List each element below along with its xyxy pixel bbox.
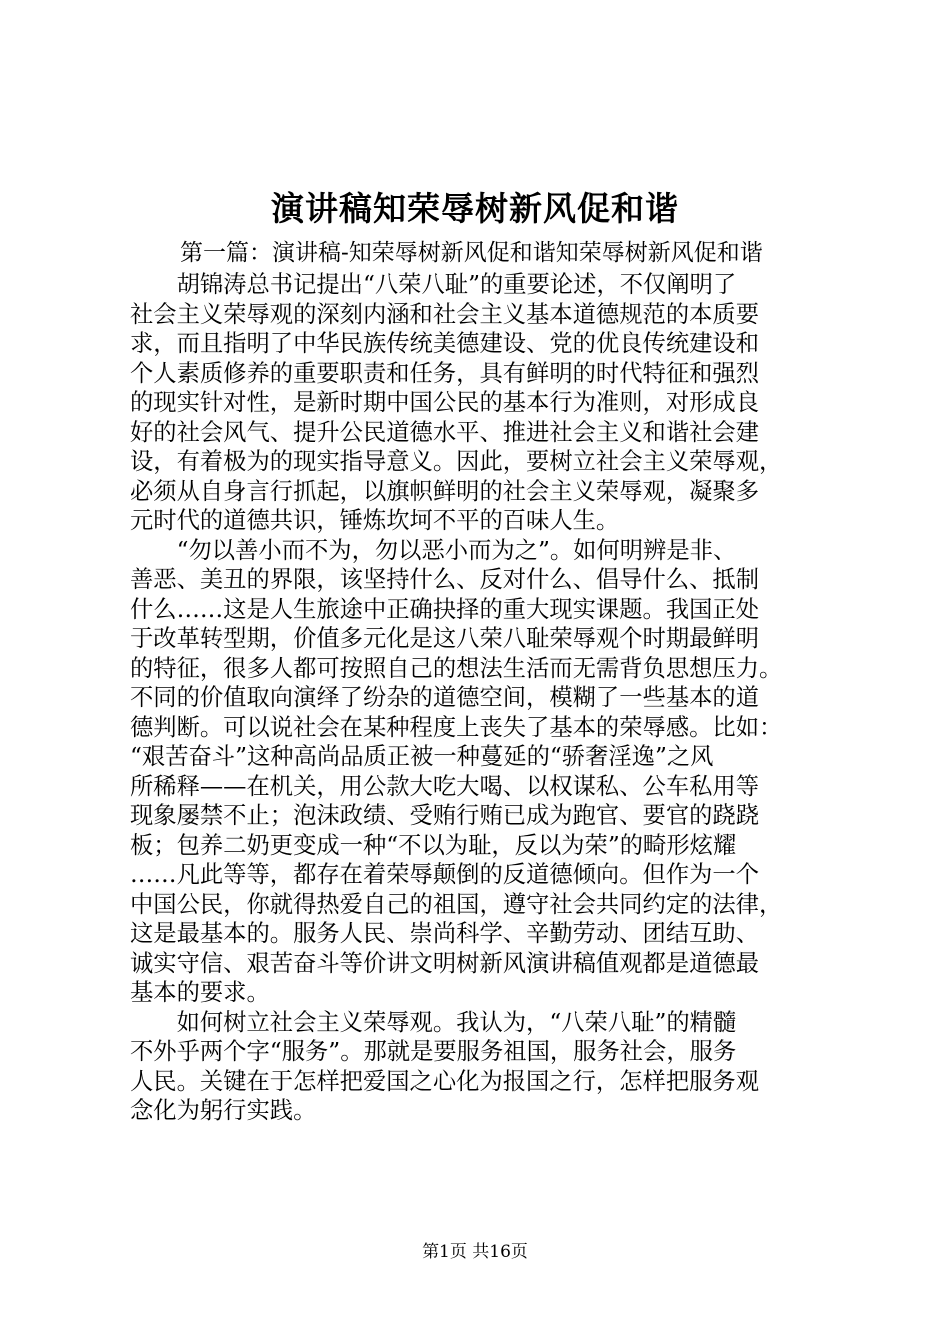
paragraph-line: 元时代的道德共识，锤炼坎坷不平的百味人生。 [130, 507, 620, 534]
paragraph-line: 善恶、美丑的界限，该坚持什么、反对什么、倡导什么、抵制 [130, 566, 760, 593]
paragraph-line: 于改革转型期，价值多元化是这八荣八耻荣辱观个时期最鲜明 [130, 625, 760, 652]
paragraph-1 [130, 270, 830, 536]
paragraph-line: “艰苦奋斗”这种高尚品质正被一种蔓延的“骄奢淫逸”之风 [130, 743, 714, 770]
paragraph-line: 不同的价值取向演绎了纷杂的道德空间，模糊了一些基本的道 [130, 684, 760, 711]
paragraph-line: 中国公民，你就得热爱自己的祖国，遵守社会共同约定的法律， [130, 890, 783, 918]
paragraph-line: 念化为躬行实践。 [130, 1097, 317, 1124]
paragraph-line: ……凡此等等，都存在着荣辱颠倒的反道德倾向。但作为一个 [130, 861, 760, 888]
paragraph-line: 人民。关键在于怎样把爱国之心化为报国之行，怎样把服务观 [130, 1067, 760, 1095]
paragraph-line: 这是最基本的。服务人民、崇尚科学、辛勤劳动、团结互助、 [130, 920, 760, 947]
paragraph-line: “勿以善小而不为，勿以恶小而为之”。如何明辨是非、 [176, 536, 737, 564]
document-title: 演讲稿知荣辱树新风促和谐 [271, 189, 679, 228]
paragraph-line: 板；包养二奶更变成一种“不以为耻，反以为荣”的畸形炫耀 [130, 831, 737, 859]
paragraph-line: 求，而且指明了中华民族传统美德建设、党的优良传统建设和 [130, 330, 760, 357]
paragraph-line: 德判断。可以说社会在某种程度上丧失了基本的荣辱感。比如： [130, 713, 783, 741]
paragraph-line: 设，有着极为的现实指导意义。因此，要树立社会主义荣辱观， [130, 448, 783, 475]
paragraph-line: 必须从自身言行抓起，以旗帜鲜明的社会主义荣辱观，凝聚多 [130, 477, 760, 505]
paragraph-line: 什么……这是人生旅途中正确抉择的重大现实课题。我国正处 [130, 595, 760, 623]
paragraph-3 [130, 1008, 830, 1126]
paragraph-line: 个人素质修养的重要职责和任务，具有鲜明的时代特征和强烈 [130, 359, 760, 387]
paragraph-line: 好的社会风气、提升公民道德水平、推进社会主义和谐社会建 [130, 418, 760, 446]
document-subtitle: 第一篇：演讲稿-知荣辱树新风促和谐知荣辱树新风促和谐 [180, 240, 763, 266]
paragraph-line: 的现实针对性，是新时期中国公民的基本行为准则，对形成良 [130, 389, 760, 416]
paragraph-line: 所稀释——在机关，用公款大吃大喝、以权谋私、公车私用等 [130, 772, 760, 800]
paragraph-line: 的特征，很多人都可按照自己的想法生活而无需背负思想压力。 [130, 654, 783, 682]
page-footer: 第1页 共16页 [422, 1242, 528, 1262]
paragraph-line: 不外乎两个字“服务”。那就是要服务祖国，服务社会，服务 [130, 1038, 737, 1065]
paragraph-2 [130, 536, 830, 1008]
paragraph-line: 社会主义荣辱观的深刻内涵和社会主义基本道德规范的本质要 [130, 300, 760, 328]
document-body [130, 270, 830, 1126]
paragraph-line: 诚实守信、艰苦奋斗等价讲文明树新风演讲稿值观都是道德最 [130, 949, 760, 977]
paragraph-line: 基本的要求。 [130, 979, 270, 1006]
paragraph-line: 胡锦涛总书记提出“八荣八耻”的重要论述，不仅阐明了 [176, 271, 737, 298]
paragraph-line: 如何树立社会主义荣辱观。我认为，“八荣八耻”的精髓 [176, 1008, 737, 1036]
paragraph-line: 现象屡禁不止；泡沫政绩、受贿行贿已成为跑官、要官的跷跷 [130, 802, 760, 829]
